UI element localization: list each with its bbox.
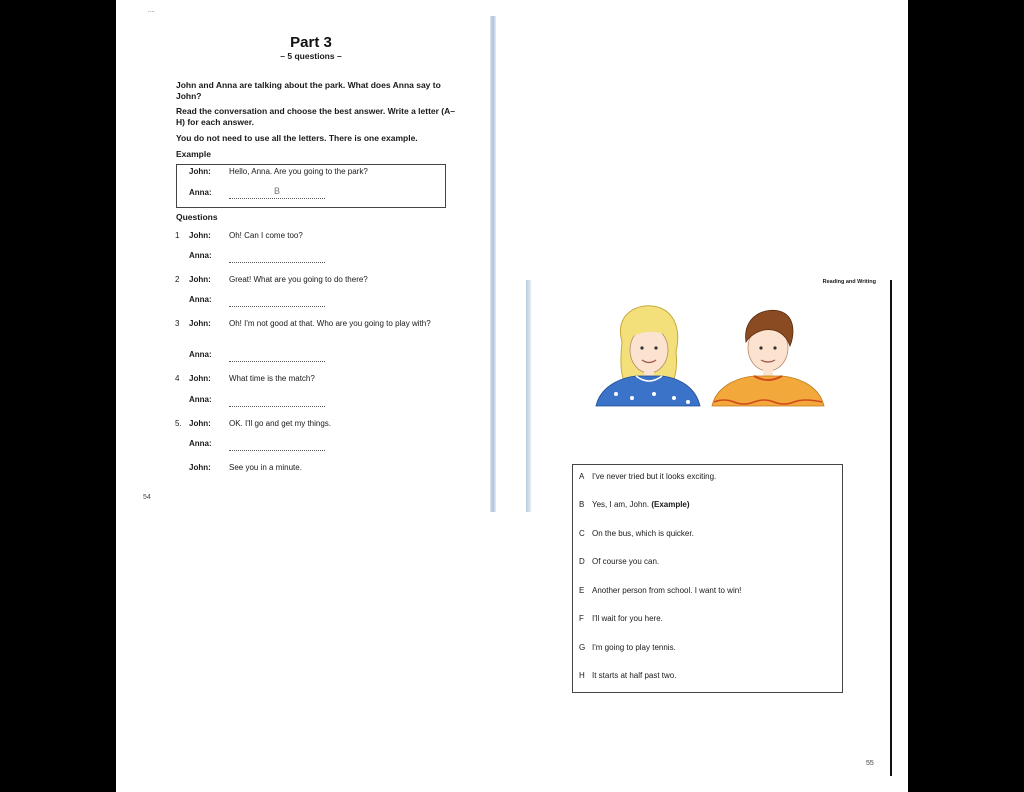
closing-text: See you in a minute. [229, 463, 302, 472]
instruction-2: Read the conversation and choose the best answer. Write a letter (A–H) for each answer. [176, 106, 456, 127]
answer-line[interactable] [229, 353, 325, 362]
option-letter: E [579, 586, 585, 595]
anna-label: Anna: [189, 395, 212, 404]
example-tag: (Example) [651, 500, 690, 509]
page-title: Part 3 [290, 34, 332, 51]
example-answer: B [274, 186, 281, 196]
option-text: I'm going to play tennis. [592, 643, 676, 652]
anna-label: Anna: [189, 295, 212, 304]
option-letter: C [579, 529, 585, 538]
option-text: Yes, I am, John. (Example) [592, 500, 690, 509]
option-letter: A [579, 472, 585, 481]
answer-line[interactable] [229, 254, 325, 263]
answer-options-box [572, 464, 843, 693]
instruction-3: You do not need to use all the letters. There is one example. [176, 133, 418, 143]
john-label: John: [189, 419, 211, 428]
boy-illustration [710, 302, 826, 408]
answer-line[interactable] [229, 442, 325, 451]
question-number: 1 [175, 231, 180, 240]
page-edge-shadow [526, 280, 531, 512]
anna-label: Anna: [189, 439, 212, 448]
john-label: John: [189, 231, 211, 240]
anna-label: Anna: [189, 350, 212, 359]
option-text: On the bus, which is quicker. [592, 529, 694, 538]
page-subtitle: – 5 questions – [280, 51, 342, 61]
girl-illustration [592, 302, 704, 408]
option-text: I've never tried but it looks exciting. [592, 472, 717, 481]
example-label: Example [176, 149, 211, 159]
john-label: John: [189, 275, 211, 284]
option-letter: D [579, 557, 585, 566]
page-number-left: 54 [143, 494, 151, 501]
question-number: 4 [175, 374, 180, 383]
question-text: OK. I'll go and get my things. [229, 419, 332, 428]
page-edge [890, 280, 892, 776]
option-letter: B [579, 500, 585, 509]
right-page [526, 280, 892, 776]
anna-label: Anna: [189, 251, 212, 260]
option-text: Another person from school. I want to win! [592, 586, 742, 595]
book-spread [116, 0, 908, 792]
page-number-right: 55 [866, 760, 874, 767]
option-letter: G [579, 643, 586, 652]
option-letter: H [579, 671, 585, 680]
instruction-1: John and Anna are talking about the park. What does Anna say to John? [176, 80, 441, 101]
question-text: Great! What are you going to do there? [229, 275, 368, 284]
option-text: Of course you can. [592, 557, 660, 566]
page-edge-shadow [490, 16, 496, 512]
left-page [116, 0, 492, 512]
questions-label: Questions [176, 212, 218, 222]
question-number: 2 [175, 275, 180, 284]
question-number: 3 [175, 319, 180, 328]
top-mark: .... [148, 8, 155, 14]
section-header: Reading and Writing [822, 279, 876, 285]
answer-line[interactable] [229, 398, 325, 407]
john-label: John: [189, 463, 211, 472]
option-text: It starts at half past two. [592, 671, 677, 680]
question-text: Oh! Can I come too? [229, 231, 303, 240]
example-anna-label: Anna: [189, 188, 212, 197]
question-number: 5. [175, 419, 182, 428]
option-letter: F [579, 614, 584, 623]
john-label: John: [189, 374, 211, 383]
option-text: I'll wait for you here. [592, 614, 663, 623]
question-text: Oh! I'm not good at that. Who are you going to play with? [229, 319, 431, 328]
answer-line[interactable] [229, 298, 325, 307]
example-john-label: John: [189, 167, 211, 176]
john-label: John: [189, 319, 211, 328]
question-text: What time is the match? [229, 374, 315, 383]
example-john-text: Hello, Anna. Are you going to the park? [229, 167, 368, 176]
